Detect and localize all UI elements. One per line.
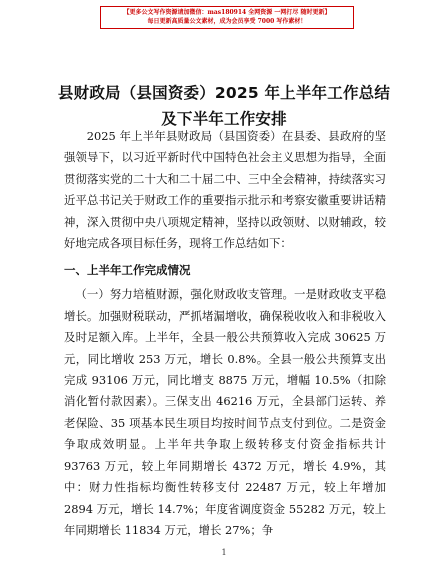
promo-banner	[100, 6, 354, 29]
title-line2: 及下半年工作安排	[161, 110, 287, 128]
document-title	[30, 80, 418, 132]
promo-banner-line1: 【更多公文写作资源请加微信：mas180914 全网资源 一网打尽 随时更新】	[123, 9, 331, 16]
page-number: 1	[221, 548, 227, 557]
section1-heading: 一、上半年工作完成情况	[64, 263, 191, 278]
promo-banner-line2: 每日更新高质量公文素材，成为会员享受 7000 写作素材！	[147, 18, 307, 25]
title-line1: 县财政局（县国资委）2025 年上半年工作总结	[57, 84, 391, 102]
document-body	[64, 126, 386, 541]
intro-paragraph: 2025 年上半年县财政局（县国资委）在县委、县政府的坚强领导下，以习近平新时代中国特色社会主义思想为指导，全面贯彻落实党的二十大和二十届二中、三中全会精神，持续落实习近平总书记关于财政工作的重要指示批示和考察安徽重要讲话精神，深入贯彻中央八项规定精神，坚持以政领财、以财辅政，较好地完成各项目标任务，现将工作总结如下：	[64, 129, 386, 251]
section1-paragraph: （一）努力培植财源，强化财政收支管理。一是财政收支平稳增长。加强财税联动，严抓堵漏增收，确保税收收入和非税收入及时足额入库。上半年，全县一般公共预算收入完成 30625 万元，同比增收 253 万元，增长 0.8%。全县一般公共预算支出完成 93106 万元，同比增支 8875 万元，增幅 10.5%（扣除消化暂付款因素）。三保支出 46216 万元，全县部门运转、养老保险、35 项基本民生项目均按时间节点支付到位。二是资金争取成效明显。上半年共争取上级转移支付资金指标共计 93763 万元，较上年同期增长 4372 万元，增长 4.9%，其中：财力性指标均衡性转移支付 22487 万元，较上年增加 2894 万元，增长 14.7%；年度省调度资金 55282 万元，较上年同期增长 11834 万元，增长 27%；争	[64, 287, 386, 537]
